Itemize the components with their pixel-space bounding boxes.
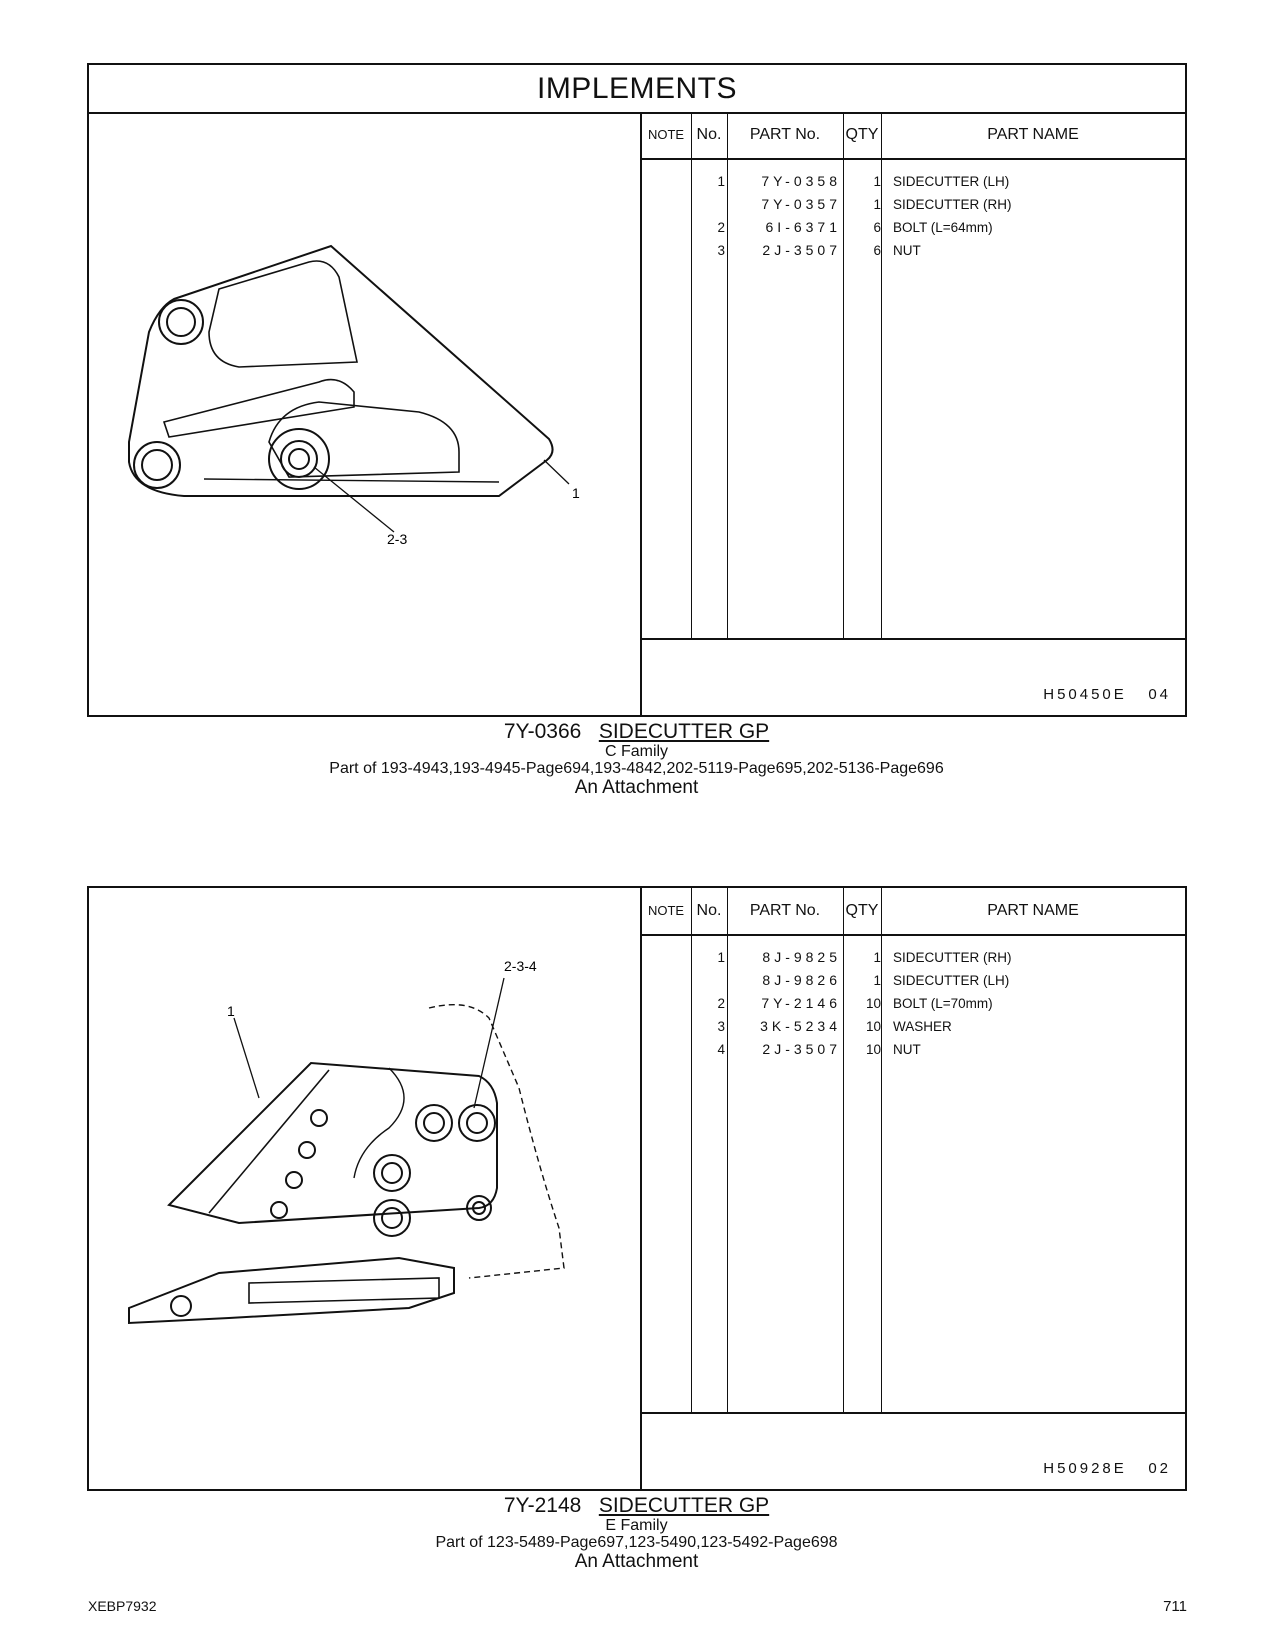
part-number: 6I-6371 [765, 219, 841, 235]
item-no: 1 [717, 950, 725, 965]
item-no: 2 [717, 220, 725, 235]
table-header [641, 888, 1185, 936]
part-name: SIDECUTTER (LH) [893, 174, 1010, 189]
part-number: 8J-9826 [762, 972, 841, 988]
sidecutter-drawing [89, 112, 640, 715]
part-of-text: Part of 193-4943,193-4945-Page694,193-4842,202-5119-Page695,202-5136-Page696 [329, 760, 944, 777]
header-part-name: PART NAME [987, 126, 1079, 143]
part-name: NUT [893, 243, 921, 258]
item-no: 3 [717, 1019, 725, 1034]
table-row [641, 239, 1185, 262]
table-footer [641, 1412, 1185, 1489]
part-name: SIDECUTTER (LH) [893, 973, 1010, 988]
table-row [641, 1038, 1185, 1061]
part-of-text: Part of 123-5489-Page697,123-5490,123-5492-Page698 [435, 1534, 838, 1551]
table-row [641, 946, 1185, 969]
callout-label-2-3-4: 2-3-4 [504, 958, 537, 974]
part-name: SIDECUTTER (RH) [893, 950, 1012, 965]
part-number: 3K-5234 [760, 1018, 841, 1034]
callout-label-2-3: 2-3 [387, 531, 408, 547]
group-caption-2 [0, 1494, 1273, 1572]
header-part-name: PART NAME [987, 902, 1079, 919]
header-no: No. [696, 126, 722, 143]
parts-rows [641, 946, 1185, 1061]
group-title: 7Y-0366 SIDECUTTER GP [503, 720, 770, 743]
page-number: 711 [1163, 1598, 1187, 1615]
part-name: BOLT (L=64mm) [893, 220, 993, 235]
part-number: 7Y-2146 [761, 995, 841, 1011]
parts-table-1 [641, 112, 1185, 715]
family-label: E Family [605, 1517, 668, 1534]
quantity: 6 [873, 220, 881, 235]
part-name: SIDECUTTER (RH) [893, 197, 1012, 212]
document-id: XEBP7932 [88, 1598, 157, 1614]
quantity: 1 [873, 973, 881, 988]
quantity: 1 [873, 197, 881, 212]
attachment-label: An Attachment [574, 1551, 699, 1572]
parts-panel-1 [87, 63, 1187, 717]
header-qty: QTY [845, 126, 879, 143]
part-name: WASHER [893, 1019, 952, 1034]
table-footer [641, 638, 1185, 715]
callout-label-1: 1 [227, 1003, 235, 1019]
table-row [641, 992, 1185, 1015]
header-note: NOTE [647, 127, 685, 142]
parts-table-2 [641, 888, 1185, 1489]
quantity: 10 [865, 996, 881, 1011]
parts-rows [641, 170, 1185, 262]
item-no: 3 [717, 243, 725, 258]
group-caption-1 [0, 720, 1273, 798]
page-title: IMPLEMENTS [89, 65, 1185, 114]
table-row [641, 193, 1185, 216]
item-no: 1 [717, 174, 725, 189]
family-label: C Family [604, 743, 669, 760]
part-number: 2J-3507 [762, 242, 841, 258]
header-note: NOTE [647, 903, 685, 918]
part-number: 8J-9825 [762, 949, 841, 965]
part-number: 7Y-0357 [761, 196, 841, 212]
quantity: 10 [865, 1019, 881, 1034]
table-row [641, 1015, 1185, 1038]
part-name: BOLT (L=70mm) [893, 996, 993, 1011]
drawing-code: H50450E 04 [1043, 686, 1171, 703]
item-no: 2 [717, 996, 725, 1011]
part-number: 7Y-0358 [761, 173, 841, 189]
table-row [641, 969, 1185, 992]
part-name: NUT [893, 1042, 921, 1057]
header-no: No. [696, 902, 722, 919]
drawing-code: H50928E 02 [1043, 1460, 1171, 1477]
header-part-no: PART No. [749, 902, 821, 919]
attachment-label: An Attachment [574, 777, 699, 798]
item-no: 4 [717, 1042, 725, 1057]
table-row [641, 170, 1185, 193]
table-row [641, 216, 1185, 239]
quantity: 1 [873, 950, 881, 965]
group-title: 7Y-2148 SIDECUTTER GP [503, 1494, 770, 1517]
quantity: 10 [865, 1042, 881, 1057]
illustration-sidecutter-c [89, 112, 642, 715]
header-part-no: PART No. [749, 126, 821, 143]
illustration-sidecutter-e [89, 888, 642, 1489]
quantity: 6 [873, 243, 881, 258]
quantity: 1 [873, 174, 881, 189]
part-number: 2J-3507 [762, 1041, 841, 1057]
table-header [641, 112, 1185, 160]
header-qty: QTY [845, 902, 879, 919]
parts-panel-2 [87, 886, 1187, 1491]
callout-label-1: 1 [572, 485, 580, 501]
sidecutter-drawing [89, 888, 640, 1491]
